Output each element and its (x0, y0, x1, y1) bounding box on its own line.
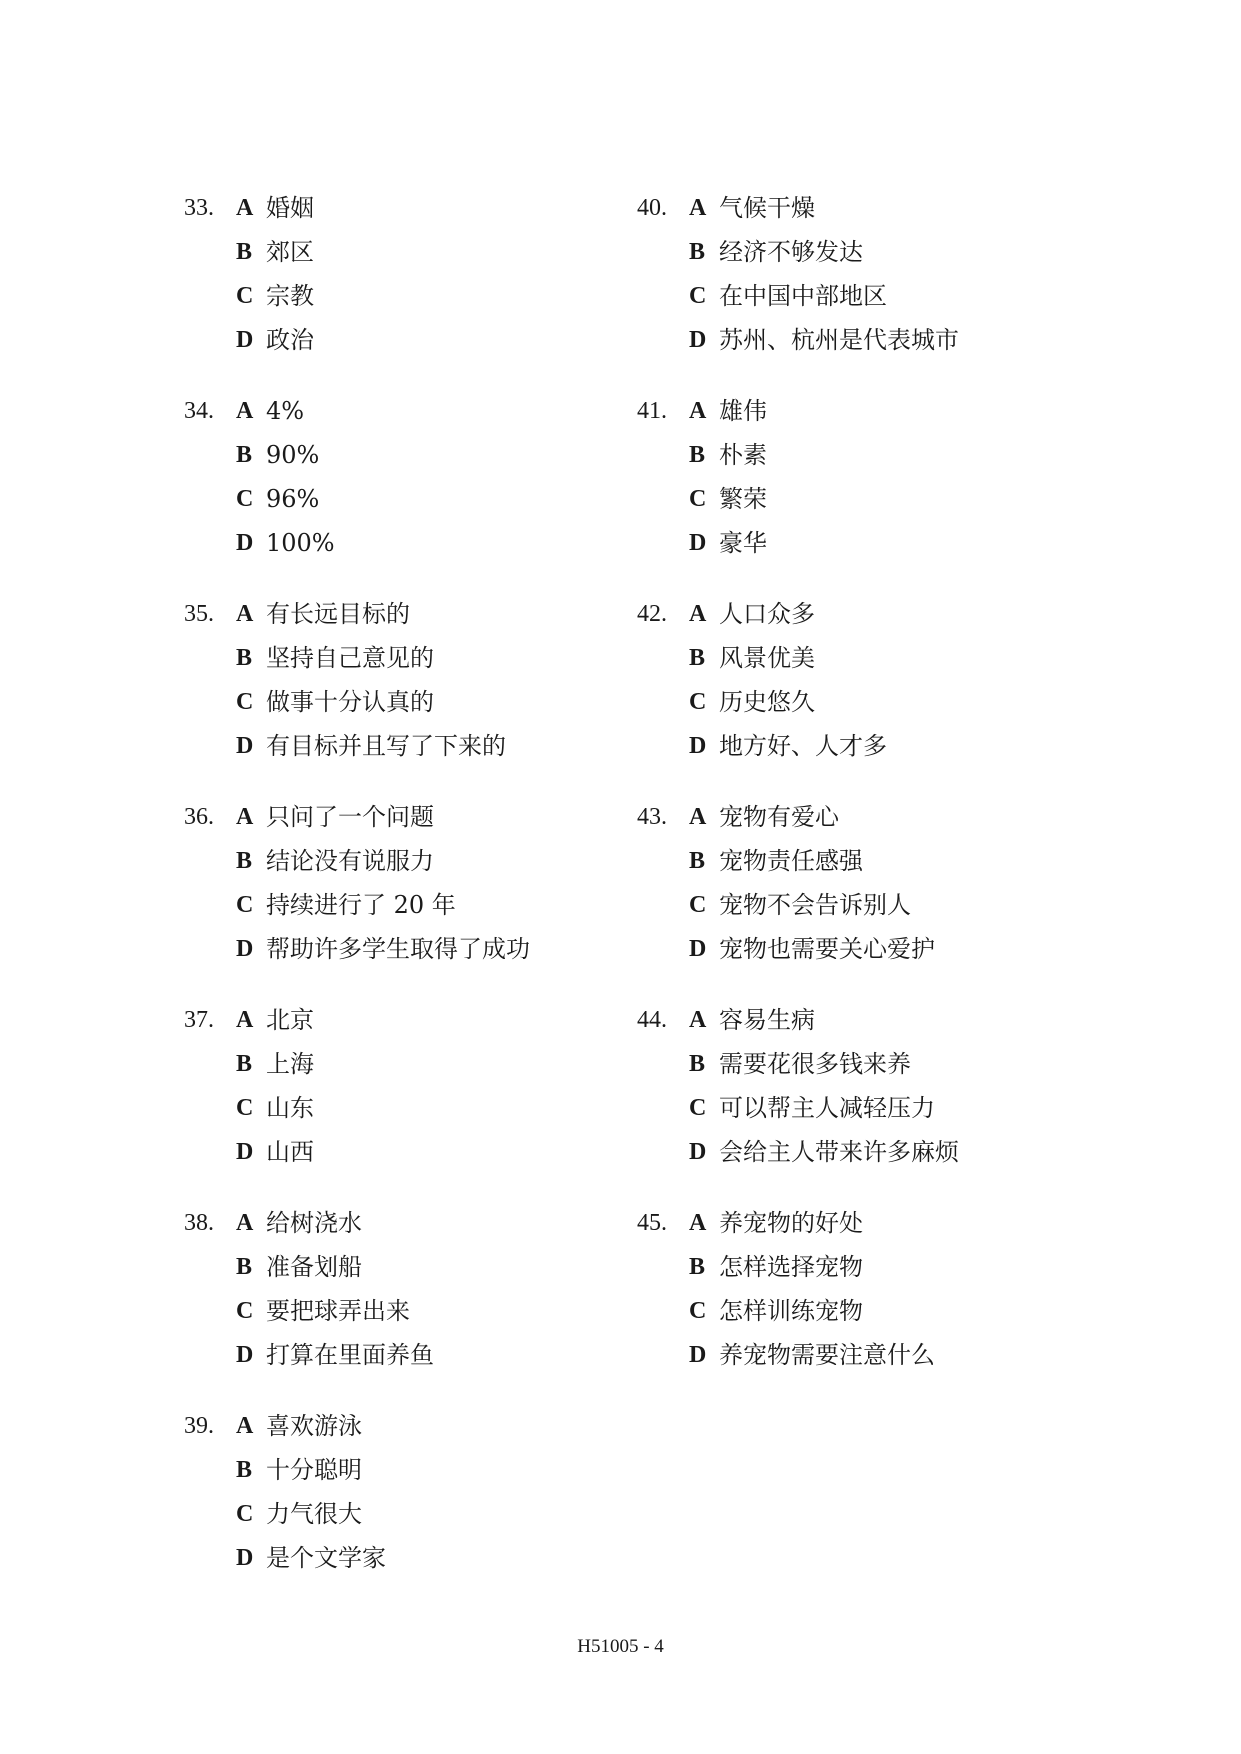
answer-option (637, 521, 959, 565)
answer-option (637, 795, 959, 839)
option-text: 地方好、人才多 (719, 732, 887, 760)
option-text: 准备划船 (266, 1253, 362, 1281)
option-letter: D (236, 1545, 254, 1571)
option-text: 持续进行了 20 年 (266, 891, 456, 919)
answer-option (184, 1245, 530, 1289)
option-letter: C (236, 1298, 254, 1324)
option-text: 可以帮主人减轻压力 (719, 1094, 935, 1122)
option-letter: B (236, 1254, 253, 1280)
option-text: 需要花很多钱来养 (719, 1050, 911, 1078)
answer-option (184, 927, 530, 971)
option-letter: D (689, 530, 707, 556)
option-text: 打算在里面养鱼 (266, 1341, 434, 1369)
answer-option (184, 839, 530, 883)
answer-option (637, 1130, 959, 1174)
option-text: 会给主人带来许多麻烦 (719, 1138, 959, 1166)
option-letter: B (236, 1051, 253, 1077)
answer-option (184, 636, 530, 680)
answer-option (184, 318, 530, 362)
option-letter: D (689, 1342, 707, 1368)
option-text: 历史悠久 (719, 688, 815, 716)
question-block (184, 1201, 530, 1377)
answer-option (637, 592, 959, 636)
answer-option (184, 1404, 530, 1448)
left-column (184, 186, 530, 1607)
answer-option (184, 1289, 530, 1333)
answer-option (637, 1042, 959, 1086)
option-letter: A (689, 1007, 707, 1033)
option-text: 养宠物的好处 (719, 1209, 863, 1237)
option-letter: B (689, 239, 706, 265)
option-letter: C (689, 1298, 707, 1324)
option-letter: C (236, 486, 254, 512)
answer-option (637, 186, 959, 230)
answer-option (184, 1201, 530, 1245)
option-text: 是个文学家 (266, 1544, 386, 1572)
option-text: 给树浇水 (266, 1209, 362, 1237)
option-letter: B (236, 848, 253, 874)
option-text: 气候干燥 (719, 194, 815, 222)
answer-option (637, 318, 959, 362)
option-letter: B (689, 442, 706, 468)
answer-option (184, 230, 530, 274)
question-block (184, 998, 530, 1174)
question-block (637, 389, 959, 565)
option-letter: C (689, 892, 707, 918)
option-text: 4% (266, 397, 305, 425)
answer-option (184, 998, 530, 1042)
option-letter: A (236, 601, 254, 627)
option-letter: A (236, 1413, 254, 1439)
answer-option (637, 1289, 959, 1333)
question-number: 38. (184, 1210, 214, 1236)
option-text: 北京 (266, 1006, 314, 1034)
answer-option (184, 1448, 530, 1492)
answer-option (637, 636, 959, 680)
option-letter: A (236, 804, 254, 830)
answer-option (637, 724, 959, 768)
answer-option (184, 389, 530, 433)
question-block (637, 592, 959, 768)
option-letter: B (689, 848, 706, 874)
option-text: 山东 (266, 1094, 314, 1122)
option-letter: A (236, 1210, 254, 1236)
option-text: 繁荣 (719, 485, 767, 513)
option-letter: C (689, 689, 707, 715)
answer-option (637, 839, 959, 883)
answer-option (637, 998, 959, 1042)
option-text: 怎样训练宠物 (719, 1297, 863, 1325)
option-text: 婚姻 (266, 194, 314, 222)
option-letter: A (689, 1210, 707, 1236)
option-text: 只问了一个问题 (266, 803, 434, 831)
answer-option (637, 433, 959, 477)
option-text: 豪华 (719, 529, 767, 557)
option-text: 结论没有说服力 (266, 847, 434, 875)
option-letter: C (689, 486, 707, 512)
option-letter: D (236, 936, 254, 962)
option-text: 在中国中部地区 (719, 282, 887, 310)
answer-option (637, 927, 959, 971)
question-number: 40. (637, 195, 667, 221)
option-letter: B (236, 442, 253, 468)
answer-option (184, 274, 530, 318)
answer-option (637, 389, 959, 433)
answer-option (637, 230, 959, 274)
answer-option (184, 1042, 530, 1086)
option-text: 雄伟 (719, 397, 767, 425)
answer-option (184, 883, 530, 927)
option-text: 怎样选择宠物 (719, 1253, 863, 1281)
question-block (184, 1404, 530, 1580)
option-text: 96% (266, 485, 320, 513)
answer-option (184, 592, 530, 636)
answer-option (637, 680, 959, 724)
option-text: 风景优美 (719, 644, 815, 672)
question-number: 33. (184, 195, 214, 221)
option-text: 政治 (266, 326, 314, 354)
question-block (184, 592, 530, 768)
option-text: 喜欢游泳 (266, 1412, 362, 1440)
option-text: 90% (266, 441, 320, 469)
answer-option (184, 680, 530, 724)
option-text: 经济不够发达 (719, 238, 863, 266)
option-letter: A (689, 804, 707, 830)
answer-option (184, 1333, 530, 1377)
option-text: 帮助许多学生取得了成功 (266, 935, 530, 963)
right-column (637, 186, 959, 1404)
option-text: 朴素 (719, 441, 767, 469)
option-letter: D (689, 936, 707, 962)
option-text: 苏州、杭州是代表城市 (719, 326, 959, 354)
option-text: 养宠物需要注意什么 (719, 1341, 935, 1369)
question-number: 41. (637, 398, 667, 424)
option-letter: D (689, 733, 707, 759)
option-text: 上海 (266, 1050, 314, 1078)
option-text: 宠物不会告诉别人 (719, 891, 911, 919)
option-letter: B (689, 1051, 706, 1077)
question-number: 37. (184, 1007, 214, 1033)
answer-option (637, 883, 959, 927)
question-block (637, 1201, 959, 1377)
option-text: 宠物责任感强 (719, 847, 863, 875)
option-letter: D (236, 733, 254, 759)
option-letter: A (236, 195, 254, 221)
page-footer: H51005 - 4 (577, 1636, 664, 1657)
option-letter: B (236, 645, 253, 671)
option-letter: D (689, 1139, 707, 1165)
option-letter: A (689, 398, 707, 424)
option-letter: C (236, 283, 254, 309)
answer-option (184, 1492, 530, 1536)
question-block (637, 186, 959, 362)
option-text: 十分聪明 (266, 1456, 362, 1484)
question-block (637, 998, 959, 1174)
option-letter: C (689, 283, 707, 309)
option-text: 宠物有爱心 (719, 803, 839, 831)
option-text: 人口众多 (719, 600, 815, 628)
option-letter: C (236, 689, 254, 715)
question-number: 45. (637, 1210, 667, 1236)
option-text: 有目标并且写了下来的 (266, 732, 506, 760)
question-number: 43. (637, 804, 667, 830)
option-letter: C (236, 1095, 254, 1121)
question-number: 34. (184, 398, 214, 424)
option-letter: C (236, 1501, 254, 1527)
option-text: 做事十分认真的 (266, 688, 434, 716)
answer-option (184, 1536, 530, 1580)
option-letter: D (236, 1342, 254, 1368)
option-text: 要把球弄出来 (266, 1297, 410, 1325)
option-letter: A (236, 398, 254, 424)
option-text: 容易生病 (719, 1006, 815, 1034)
question-number: 35. (184, 601, 214, 627)
option-text: 有长远目标的 (266, 600, 410, 628)
answer-option (184, 433, 530, 477)
question-block (184, 389, 530, 565)
question-block (637, 795, 959, 971)
option-text: 郊区 (266, 238, 314, 266)
answer-option (184, 1086, 530, 1130)
option-text: 力气很大 (266, 1500, 362, 1528)
option-letter: A (236, 1007, 254, 1033)
question-number: 36. (184, 804, 214, 830)
question-number: 42. (637, 601, 667, 627)
answer-option (184, 724, 530, 768)
answer-option (184, 1130, 530, 1174)
option-letter: B (236, 239, 253, 265)
answer-option (184, 186, 530, 230)
answer-option (184, 477, 530, 521)
option-text: 宗教 (266, 282, 314, 310)
option-letter: D (236, 1139, 254, 1165)
answer-option (637, 1333, 959, 1377)
option-letter: C (689, 1095, 707, 1121)
option-letter: D (689, 327, 707, 353)
option-text: 坚持自己意见的 (266, 644, 434, 672)
option-letter: A (689, 601, 707, 627)
question-number: 39. (184, 1413, 214, 1439)
answer-option (637, 477, 959, 521)
option-text: 宠物也需要关心爱护 (719, 935, 935, 963)
answer-option (637, 274, 959, 318)
option-letter: B (689, 1254, 706, 1280)
question-block (184, 186, 530, 362)
answer-option (637, 1086, 959, 1130)
answer-option (184, 795, 530, 839)
answer-option (637, 1201, 959, 1245)
question-block (184, 795, 530, 971)
option-letter: A (689, 195, 707, 221)
answer-option (184, 521, 530, 565)
option-letter: D (236, 530, 254, 556)
option-letter: C (236, 892, 254, 918)
option-letter: B (236, 1457, 253, 1483)
option-text: 山西 (266, 1138, 314, 1166)
option-letter: B (689, 645, 706, 671)
question-number: 44. (637, 1007, 667, 1033)
option-letter: D (236, 327, 254, 353)
option-text: 100% (266, 529, 335, 557)
answer-option (637, 1245, 959, 1289)
